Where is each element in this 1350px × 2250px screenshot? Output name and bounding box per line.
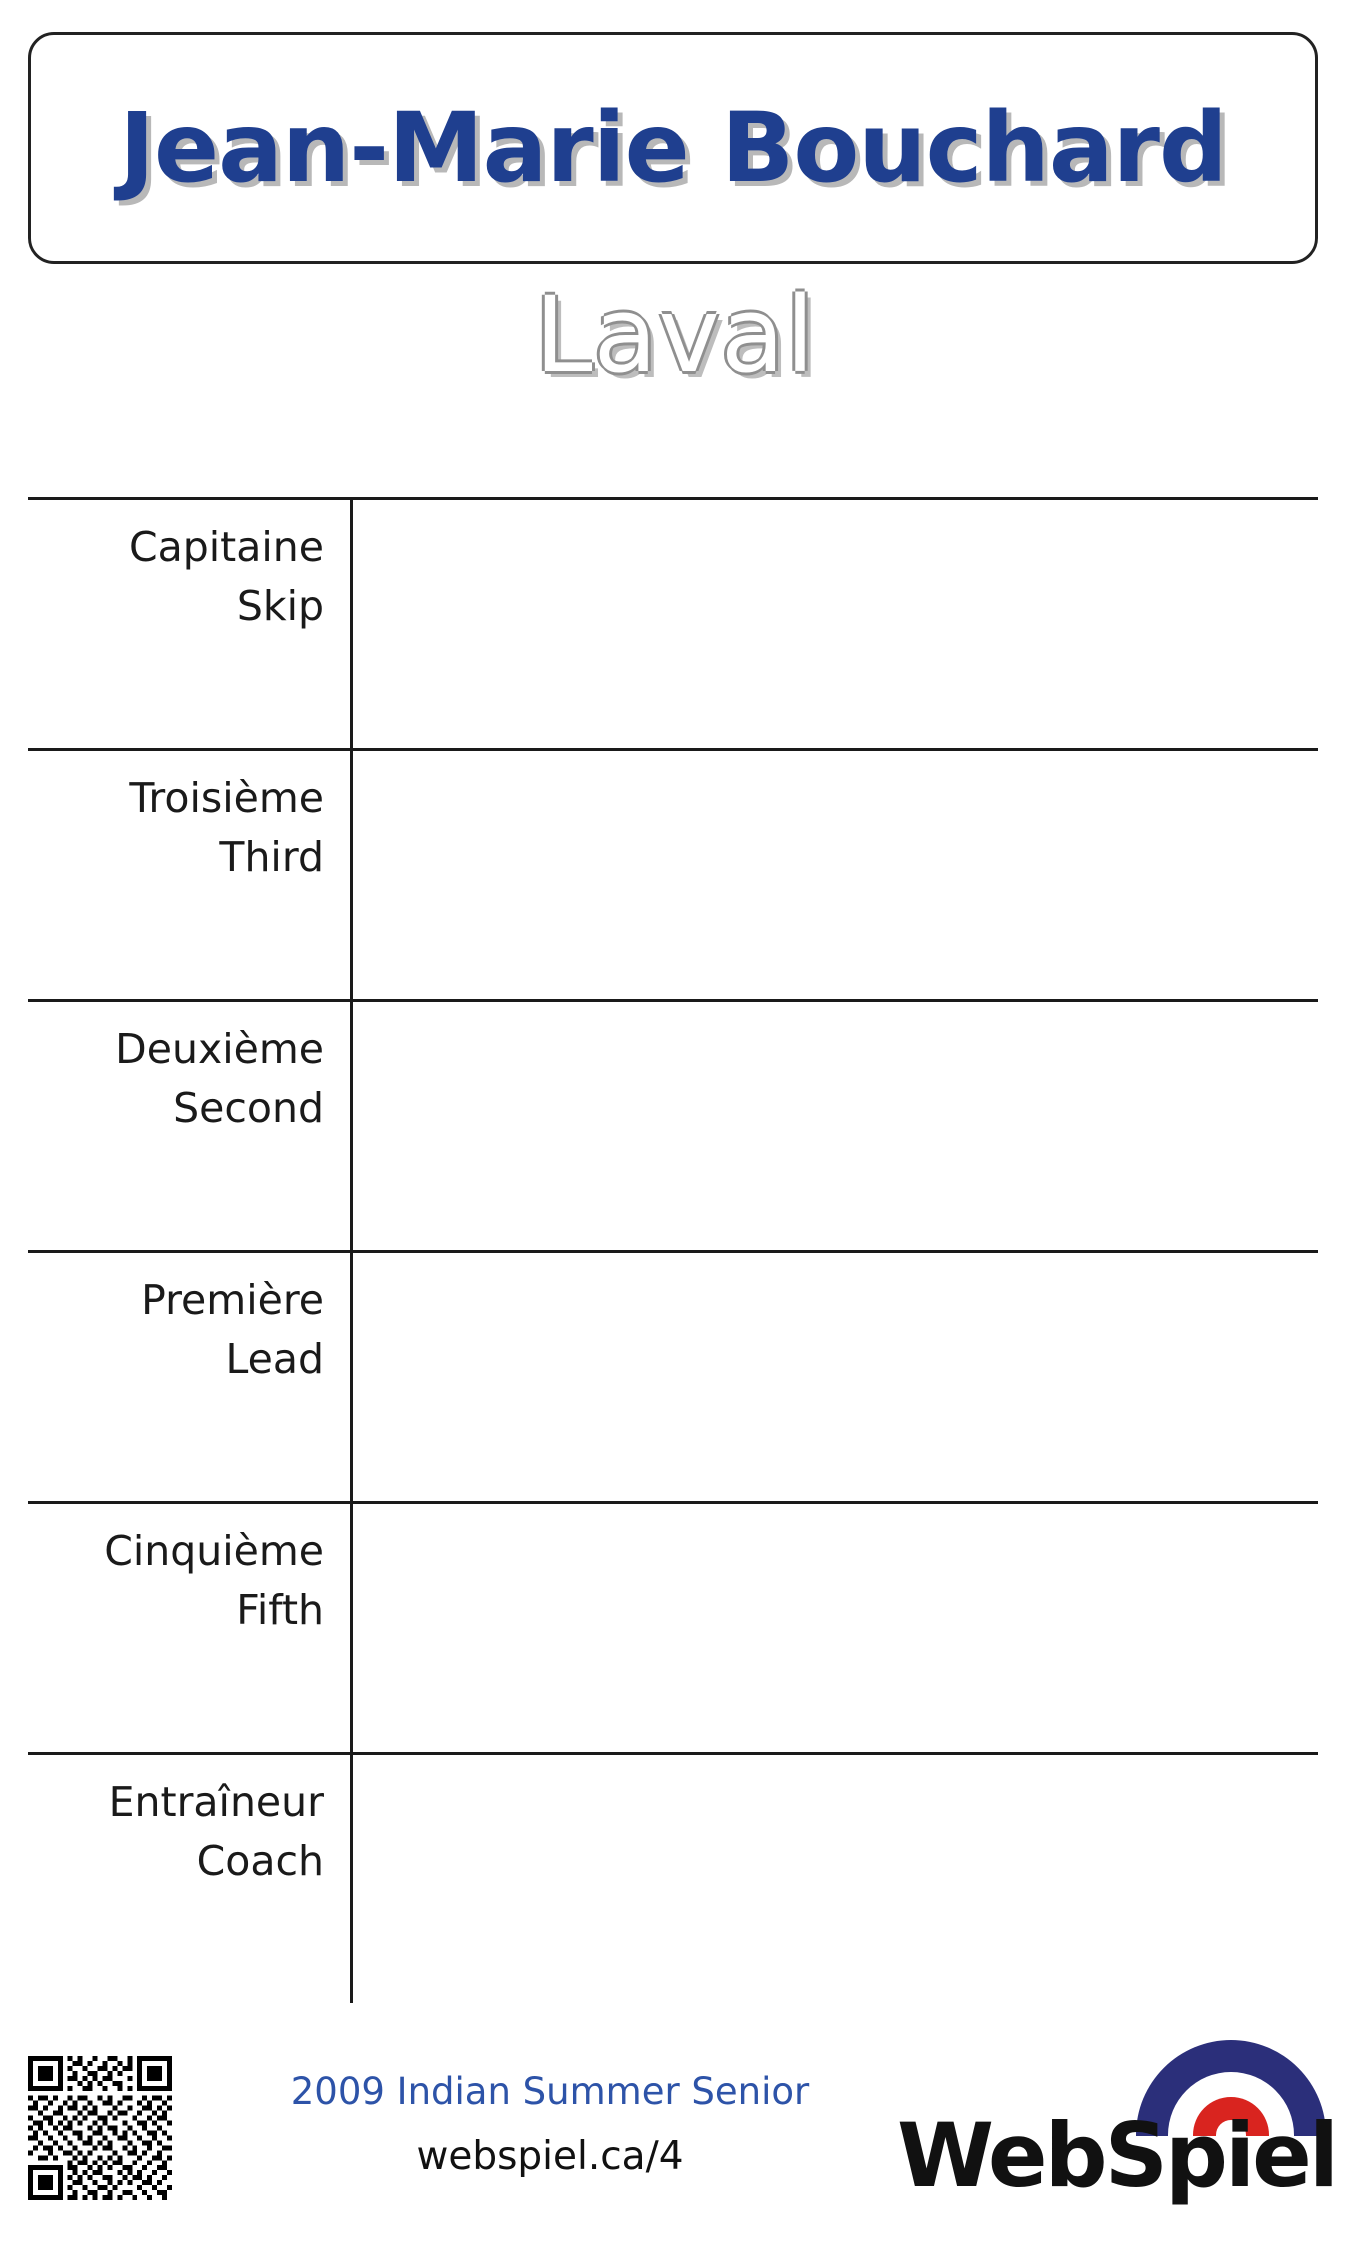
table-row bbox=[28, 1752, 1318, 2003]
position-value[interactable] bbox=[350, 1253, 1318, 1501]
position-label-en: Third bbox=[219, 833, 324, 882]
position-label-en: Fifth bbox=[236, 1586, 324, 1635]
position-label bbox=[28, 1755, 348, 2003]
position-value[interactable] bbox=[350, 1002, 1318, 1250]
position-label bbox=[28, 1253, 348, 1501]
position-label-fr: Entraîneur bbox=[108, 1778, 324, 1826]
table-row bbox=[28, 748, 1318, 999]
table-row bbox=[28, 1250, 1318, 1501]
event-name: 2009 Indian Summer Senior bbox=[290, 2070, 810, 2113]
position-label bbox=[28, 500, 348, 748]
webspiel-logo bbox=[897, 2040, 1340, 2240]
position-value[interactable] bbox=[350, 500, 1318, 748]
site-url: webspiel.ca/4 bbox=[416, 2134, 684, 2180]
position-label bbox=[28, 1002, 348, 1250]
player-name: Jean-Marie Bouchard bbox=[119, 92, 1227, 204]
position-value[interactable] bbox=[350, 1504, 1318, 1752]
position-label-fr: Première bbox=[141, 1276, 324, 1324]
club-name: Laval bbox=[534, 274, 816, 396]
position-value[interactable] bbox=[350, 1755, 1318, 2003]
table-row bbox=[28, 1501, 1318, 1752]
position-label-fr: Deuxième bbox=[115, 1025, 324, 1073]
position-label-fr: Troisième bbox=[129, 774, 324, 822]
position-label bbox=[28, 751, 348, 999]
table-row bbox=[28, 497, 1318, 748]
positions-table bbox=[28, 497, 1318, 2052]
position-label-en: Coach bbox=[196, 1837, 324, 1886]
card-footer bbox=[0, 2040, 1350, 2250]
footer-text bbox=[200, 2068, 900, 2181]
position-label-en: Skip bbox=[236, 582, 324, 631]
position-value[interactable] bbox=[350, 751, 1318, 999]
table-row bbox=[28, 999, 1318, 1250]
logo-wordmark: WebSpiel bbox=[897, 2104, 1336, 2207]
position-label bbox=[28, 1504, 348, 1752]
position-label-fr: Capitaine bbox=[129, 523, 324, 571]
position-label-fr: Cinquième bbox=[104, 1527, 324, 1575]
player-name-box bbox=[28, 32, 1318, 264]
position-label-en: Lead bbox=[225, 1335, 324, 1384]
position-label-en: Second bbox=[173, 1084, 324, 1133]
qr-code-icon bbox=[28, 2056, 172, 2200]
